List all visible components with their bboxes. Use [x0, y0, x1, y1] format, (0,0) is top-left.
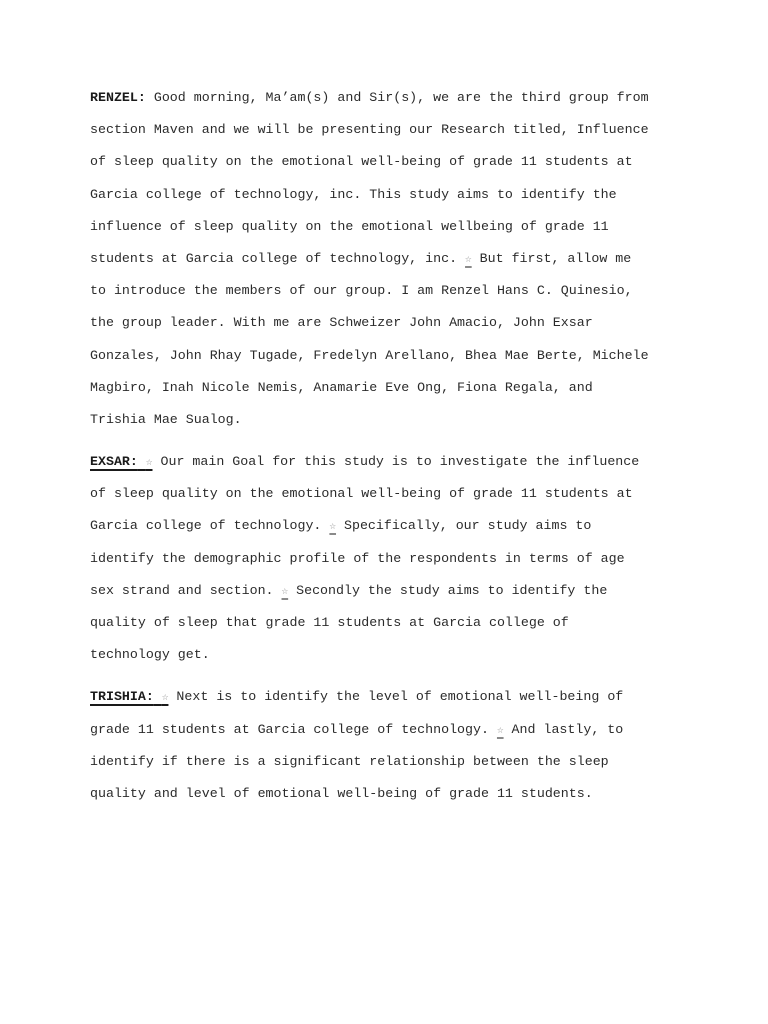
line-text: Good morning, Ma’am(s) and Sir(s), we are the third group from	[153, 90, 649, 105]
line-text: Next is to identify the level of emotional well-being of	[168, 689, 624, 705]
text-line	[90, 478, 690, 510]
star-icon: ☆	[465, 253, 472, 266]
text-line	[90, 211, 690, 243]
line-text: influence of sleep quality on the emotional wellbeing of grade 11	[90, 218, 609, 234]
line-text: Specifically, our study aims to	[336, 518, 592, 534]
star-icon: ☆	[281, 585, 289, 598]
speaker-label	[90, 689, 168, 704]
line-text: the group leader. With me are Schweizer John Amacio, John Exsar	[90, 315, 593, 331]
star-icon: ☆	[161, 692, 169, 705]
text-line	[90, 307, 690, 339]
line-text: of sleep quality on the emotional well-being of grade 11 students at	[90, 154, 633, 170]
line-text: But first, allow me	[471, 250, 632, 266]
line-text: Magbiro, Inah Nicole Nemis, Anamarie Eve Ong, Fiona Regala, and	[90, 379, 593, 395]
star-icon: ☆	[496, 724, 504, 737]
line-text: technology get.	[90, 647, 210, 663]
text-line	[90, 372, 690, 404]
text-line	[90, 179, 690, 211]
line-text: Garcia college of technology, inc. This study aims to identify the	[90, 186, 617, 202]
line-text: section Maven and we will be presenting our Research titled, Influence	[90, 122, 649, 138]
text-line	[90, 510, 690, 542]
text-line	[90, 607, 690, 639]
line-text: Secondly the study aims to identify the	[288, 582, 608, 598]
text-line	[90, 114, 690, 146]
line-text: Gonzales, John Rhay Tugade, Fredelyn Arellano, Bhea Mae Berte, Michele	[90, 347, 649, 363]
line-text: And lastly, to	[503, 721, 624, 737]
text-line	[90, 543, 690, 575]
line-text: sex strand and section.	[90, 582, 282, 598]
line-text: identify the demographic profile of the respondents in terms of age	[90, 550, 625, 566]
paragraph	[90, 82, 690, 436]
line-text: Garcia college of technology.	[90, 518, 330, 534]
speaker-label: RENZEL:	[90, 90, 146, 105]
text-line	[90, 681, 690, 713]
speaker-label	[90, 454, 153, 469]
text-line	[90, 275, 690, 307]
star-icon: ☆	[329, 521, 337, 534]
text-line	[90, 446, 690, 478]
line-text: Our main Goal for this study is to investigate the influence	[152, 454, 640, 470]
speaker-name: TRISHIA:	[90, 689, 154, 705]
line-text: of sleep quality on the emotional well-being of grade 11 students at	[90, 486, 633, 502]
line-text: quality and level of emotional well-being of grade 11 students.	[90, 785, 593, 801]
text-line	[90, 714, 690, 746]
text-line	[90, 404, 690, 436]
line-text: grade 11 students at Garcia college of technology.	[90, 721, 497, 737]
text-line	[90, 746, 690, 778]
speaker-name: EXSAR:	[90, 454, 138, 470]
star-icon: ☆	[145, 457, 153, 470]
paragraph	[90, 681, 690, 810]
line-text: to introduce the members of our group. I am Renzel Hans C. Quinesio,	[90, 283, 633, 299]
text-line	[90, 243, 690, 275]
text-line	[90, 639, 690, 671]
line-text: identify if there is a significant relationship between the sleep	[90, 753, 609, 769]
paragraph	[90, 446, 690, 671]
text-line	[90, 146, 690, 178]
text-line	[90, 82, 690, 114]
line-text: quality of sleep that grade 11 students at Garcia college of	[90, 615, 569, 630]
document-page	[90, 82, 690, 820]
text-line	[90, 340, 690, 372]
line-text: Trishia Mae Sualog.	[90, 411, 242, 427]
text-line	[90, 575, 690, 607]
line-text: students at Garcia college of technology, inc.	[90, 250, 466, 266]
text-line	[90, 778, 690, 810]
